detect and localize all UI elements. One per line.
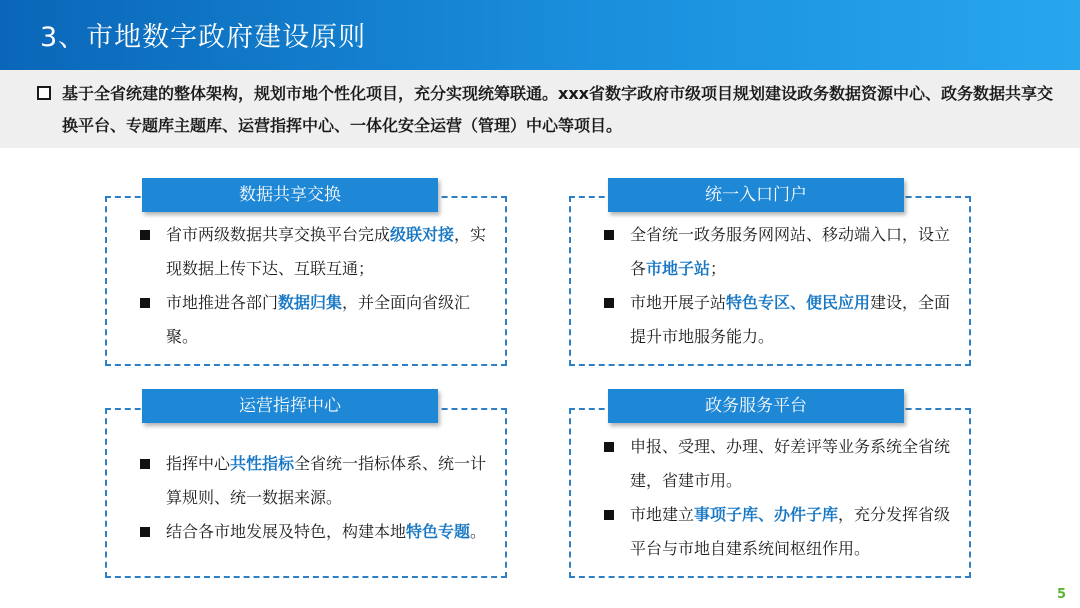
list-item [604,218,964,286]
intro-text: 基于全省统建的整体架构，规划市地个性化项目，充分实现统筹联通。xxx省数字政府市级项目规划建设政务数据资源中心、政务数据共享交换平台、专题库主题库、运营指挥中心、一体化安全运营（管理）中心等项目。 [62,84,1053,135]
item-text: 。 [470,522,487,541]
box-title-command-center: 运营指挥中心 [142,389,438,423]
list-portal [604,218,964,354]
square-bullet-icon [140,459,150,469]
item-highlight: 事项子库、办件子库 [694,505,839,524]
item-text: 省市两级数据共享交换平台完成 [166,225,391,244]
item-text: ，并全面向省级汇聚。 [166,293,471,346]
item-highlight: 共性指标 [230,454,295,473]
item-highlight: 特色专区、便民应用 [726,293,871,312]
list-command-center [140,447,490,549]
list-item [140,218,490,286]
list-service-platform [604,430,964,566]
item-text: 全省统一政务服务网网站、移动端入口，设立各 [630,225,951,278]
item-highlight: 市地子站 [646,259,711,278]
item-text: ； [710,259,727,278]
item-text: 市地建立 [630,505,695,524]
list-item [140,515,490,549]
square-bullet-icon [140,527,150,537]
page-title: 3、市地数字政府建设原则 [40,22,367,53]
item-highlight: 特色专题 [406,522,471,541]
square-bullet-icon [604,298,614,308]
list-item [604,430,964,498]
item-highlight: 数据归集 [278,293,343,312]
box-title-data-exchange: 数据共享交换 [142,178,438,212]
list-item [604,286,964,354]
list-item [604,498,964,566]
square-bullet-icon [604,442,614,452]
box-title-portal: 统一入口门户 [608,178,904,212]
square-bullet-icon [604,230,614,240]
list-data-exchange [140,218,490,354]
list-item [140,447,490,515]
item-text: 申报、受理、办理、好差评等业务系统全省统建，省建市用。 [630,437,951,490]
page-number: 5 [1056,587,1066,602]
hollow-square-bullet-icon [37,86,51,100]
box-title-service-platform: 政务服务平台 [608,389,904,423]
item-highlight: 级联对接 [390,225,455,244]
item-text: 市地推进各部门 [166,293,279,312]
square-bullet-icon [140,230,150,240]
item-text: ，充分发挥省级平台与市地自建系统间枢纽作用。 [630,505,951,558]
item-text: 指挥中心 [166,454,231,473]
item-text: 建设，全面提升市地服务能力。 [630,293,951,346]
item-text: 市地开展子站 [630,293,727,312]
list-item [140,286,490,354]
header-bar [0,0,1080,70]
square-bullet-icon [604,510,614,520]
square-bullet-icon [140,298,150,308]
item-text: 全省统一指标体系、统一计算规则、统一数据来源。 [166,454,487,507]
item-text: 结合各市地发展及特色，构建本地 [166,522,407,541]
item-text: ，实现数据上传下达、互联互通； [166,225,487,278]
